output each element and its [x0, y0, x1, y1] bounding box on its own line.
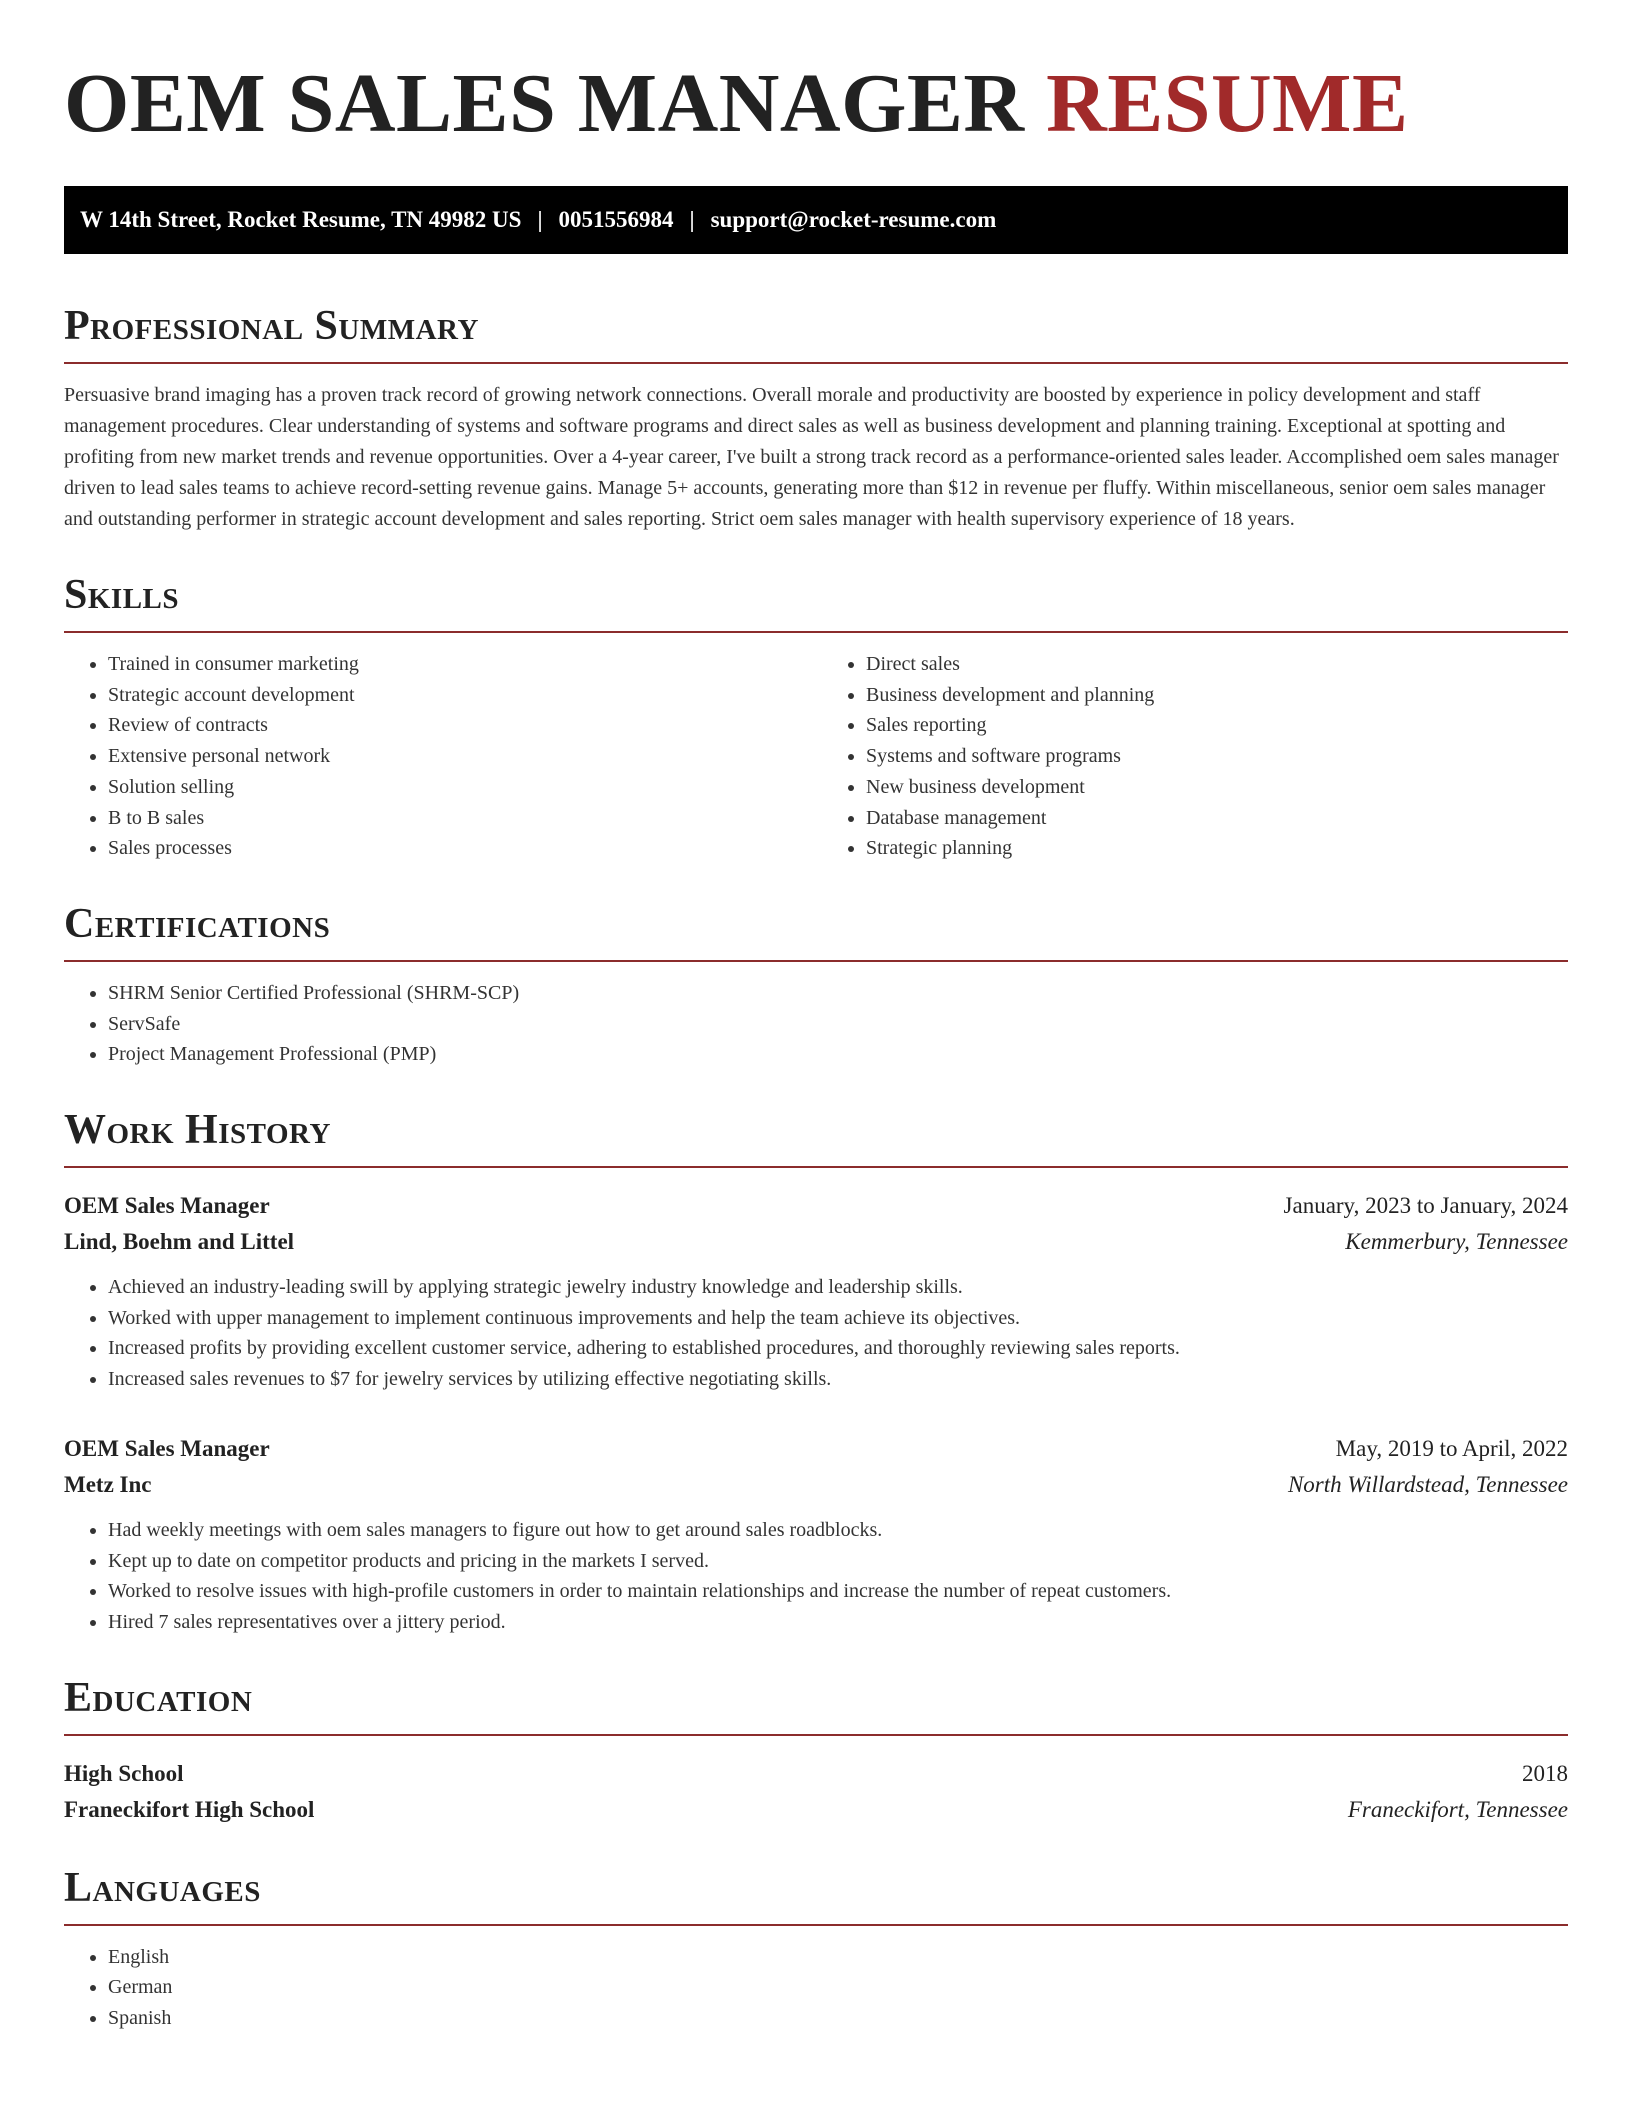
job-title: OEM Sales Manager: [64, 1435, 270, 1461]
job-entry: [64, 1188, 1568, 1395]
language-item: • German: [108, 1972, 1568, 2003]
skill-item: • Strategic account development: [108, 680, 816, 711]
education-location: Franeckifort, Tennessee: [1347, 1796, 1568, 1822]
education-degree: High School: [64, 1760, 184, 1786]
education-school: Franeckifort High School: [64, 1796, 315, 1822]
job-duty-item: • Worked with upper management to implement continuous improvements and help the team achieve its objectives.: [108, 1303, 1568, 1334]
languages-section: [64, 1862, 1568, 2034]
education-year: 2018: [1522, 1760, 1568, 1786]
job-title-row: [64, 1431, 1568, 1467]
skills-list-right: [816, 649, 1568, 864]
job-title-row: [64, 1188, 1568, 1224]
job-company-row: [64, 1224, 1568, 1260]
contact-address: W 14th Street, Rocket Resume, TN 49982 US: [80, 207, 522, 232]
job-dates: May, 2019 to April, 2022: [1335, 1435, 1568, 1461]
languages-list: [64, 1942, 1568, 2034]
skill-item: • Sales processes: [108, 833, 816, 864]
job-entry: [64, 1431, 1568, 1638]
title-accent: RESUME: [1046, 57, 1409, 150]
skill-item: • Strategic planning: [866, 833, 1568, 864]
contact-bar: [64, 186, 1568, 254]
education-section: [64, 1672, 1568, 1828]
section-divider: [64, 362, 1568, 364]
title-main: OEM SALES MANAGER: [64, 57, 1025, 150]
section-divider: [64, 1166, 1568, 1168]
job-duty-item: • Increased sales revenues to $7 for jewelry services by utilizing effective negotiating skills.: [108, 1364, 1568, 1395]
education-degree-row: [64, 1756, 1568, 1792]
skill-item: • Business development and planning: [866, 680, 1568, 711]
job-duty-item: • Achieved an industry-leading swill by applying strategic jewelry industry knowledge and leadership skills.: [108, 1272, 1568, 1303]
certifications-section: [64, 898, 1568, 1070]
skills-heading: Skills: [64, 572, 180, 618]
job-duty-item: • Had weekly meetings with oem sales managers to figure out how to get around sales roadblocks.: [108, 1515, 1568, 1546]
job-duties-list: [64, 1515, 1568, 1638]
certification-item: • Project Management Professional (PMP): [108, 1039, 1568, 1070]
job-location: Kemmerbury, Tennessee: [1345, 1229, 1568, 1255]
education-heading: Education: [64, 1674, 253, 1721]
summary-text: Persuasive brand imaging has a proven track record of growing network connections. Overall morale and productivity are boosted by experience in policy development and staff management procedures. Clear understanding of systems and software programs and direct sales as well as business development and planning training. Exceptional at spotting and profiting from new market trends and revenue opportunities. Over a 4-year career, I've built a strong track record as a performance-oriented sales leader. Accomplished oem sales manager driven to lead sales teams to achieve record-setting revenue gains. Manage 5+ accounts, generating more than $12 in revenue per fluffy. Within miscellaneous, senior oem sales manager and outstanding performer in strategic account development and sales reporting. Strict oem sales manager with health supervisory experience of 18 years.: [64, 384, 1559, 530]
section-divider: [64, 631, 1568, 633]
skill-item: • Systems and software programs: [866, 741, 1568, 772]
job-duties-list: [64, 1272, 1568, 1395]
certifications-heading: Certifications: [64, 900, 331, 947]
education-school-row: [64, 1792, 1568, 1828]
job-duty-item: • Kept up to date on competitor products and pricing in the markets I served.: [108, 1546, 1568, 1577]
skills-list-left: [64, 649, 816, 864]
job-title: OEM Sales Manager: [64, 1193, 270, 1219]
job-company: Metz Inc: [64, 1471, 152, 1497]
skill-item: • Solution selling: [108, 772, 816, 803]
summary-heading: Professional Summary: [64, 303, 479, 349]
work-history-heading: Work History: [64, 1107, 331, 1154]
job-location: North Willardstead, Tennessee: [1287, 1471, 1568, 1497]
contact-email: support@rocket-resume.com: [710, 207, 997, 232]
certification-item: • ServSafe: [108, 1009, 1568, 1040]
skill-item: • Database management: [866, 803, 1568, 834]
skill-item: • B to B sales: [108, 803, 816, 834]
contact-separator: |: [689, 207, 695, 232]
job-duty-item: • Increased profits by providing excellent customer service, adhering to established procedures, and thoroughly reviewing sales reports.: [108, 1333, 1568, 1364]
skill-item: • Review of contracts: [108, 710, 816, 741]
job-duty-item: • Worked to resolve issues with high-profile customers in order to maintain relationships and increase the number of repeat customers.: [108, 1576, 1568, 1607]
job-dates: January, 2023 to January, 2024: [1283, 1193, 1568, 1219]
job-company-row: [64, 1467, 1568, 1503]
contact-separator: |: [537, 207, 543, 232]
languages-heading: Languages: [64, 1864, 261, 1911]
section-divider: [64, 960, 1568, 962]
language-item: • Spanish: [108, 2003, 1568, 2034]
certifications-list: [64, 978, 1568, 1070]
section-divider: [64, 1924, 1568, 1926]
section-divider: [64, 1734, 1568, 1736]
skill-item: • Trained in consumer marketing: [108, 649, 816, 680]
summary-section: [64, 300, 1568, 535]
education-entry: [64, 1756, 1568, 1828]
skills-grid: [64, 649, 1568, 864]
skill-item: • Extensive personal network: [108, 741, 816, 772]
skill-item: • New business development: [866, 772, 1568, 803]
work-history-section: [64, 1104, 1568, 1638]
skill-item: • Direct sales: [866, 649, 1568, 680]
job-company: Lind, Boehm and Littel: [64, 1229, 295, 1255]
contact-phone: 0051556984: [558, 207, 674, 232]
resume-title: [64, 52, 1568, 156]
certification-item: • SHRM Senior Certified Professional (SHRM-SCP): [108, 978, 1568, 1009]
language-item: • English: [108, 1942, 1568, 1973]
skills-section: [64, 569, 1568, 864]
skill-item: • Sales reporting: [866, 710, 1568, 741]
job-duty-item: • Hired 7 sales representatives over a jittery period.: [108, 1607, 1568, 1638]
